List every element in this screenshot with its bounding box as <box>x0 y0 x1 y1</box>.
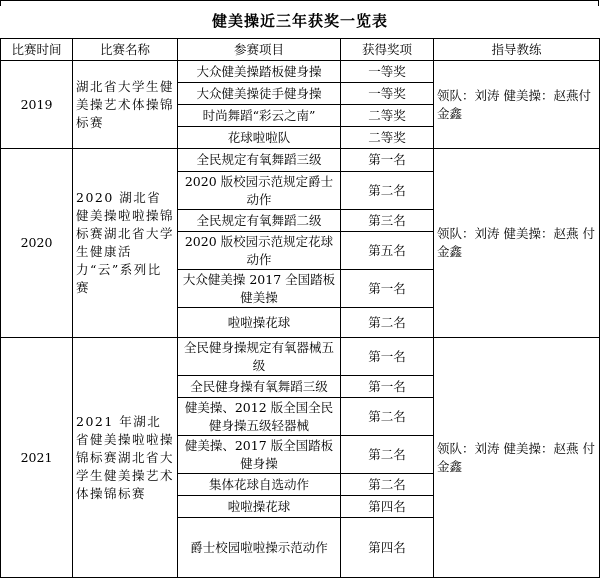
event-cell: 啦啦操花球 <box>178 308 341 338</box>
year-cell: 2019 <box>1 61 73 149</box>
event-cell: 2020 版校园示范规定花球动作 <box>178 232 341 270</box>
event-cell: 集体花球自选动作 <box>178 474 341 496</box>
header-coach: 指导教练 <box>434 39 600 61</box>
event-cell: 健美操、2012 版全国全民健身操五级轻器械 <box>178 398 341 436</box>
competition-cell: 2021 年湖北省健美操啦啦操锦标赛湖北省大学生健美操艺术体操锦标赛 <box>73 338 178 578</box>
table-row <box>1 61 600 83</box>
event-cell: 健美操、2017 版全国踏板健身操 <box>178 436 341 474</box>
coach-cell: 领队：刘涛 健美操：赵燕付金鑫 <box>434 61 600 149</box>
competition-cell: 2020 湖北省健美操啦啦操锦标赛湖北省大学生健康活力“云”系列比赛 <box>73 149 178 338</box>
award-cell: 第一名 <box>341 270 434 308</box>
award-cell: 二等奖 <box>341 127 434 149</box>
header-time: 比赛时间 <box>1 39 73 61</box>
award-cell: 第二名 <box>341 436 434 474</box>
event-cell: 时尚舞蹈“彩云之南” <box>178 105 341 127</box>
event-cell: 大众健美操 2017 全国踏板健美操 <box>178 270 341 308</box>
award-cell: 第二名 <box>341 308 434 338</box>
award-cell: 第二名 <box>341 398 434 436</box>
year-cell: 2021 <box>1 338 73 578</box>
award-cell: 一等奖 <box>341 83 434 105</box>
event-cell: 花球啦啦队 <box>178 127 341 149</box>
table-row <box>1 338 600 376</box>
award-cell: 第二名 <box>341 474 434 496</box>
table-row <box>1 149 600 172</box>
award-cell: 第三名 <box>341 210 434 232</box>
event-cell: 大众健美操踏板健身操 <box>178 61 341 83</box>
award-cell: 第一名 <box>341 376 434 398</box>
event-cell: 爵士校园啦啦操示范动作 <box>178 518 341 578</box>
award-cell: 第一名 <box>341 149 434 172</box>
awards-table <box>0 38 600 578</box>
coach-cell: 领队：刘涛 健美操：赵燕 付金鑫 <box>434 149 600 338</box>
event-cell: 全民规定有氧舞蹈二级 <box>178 210 341 232</box>
top-border <box>0 0 599 1</box>
award-cell: 第四名 <box>341 496 434 518</box>
award-cell: 二等奖 <box>341 105 434 127</box>
header-award: 获得奖项 <box>341 39 434 61</box>
award-cell: 第五名 <box>341 232 434 270</box>
year-cell: 2020 <box>1 149 73 338</box>
event-cell: 大众健美操徒手健身操 <box>178 83 341 105</box>
event-cell: 全民健身操规定有氧器械五级 <box>178 338 341 376</box>
competition-cell: 湖北省大学生健美操艺术体操锦标赛 <box>73 61 178 149</box>
header-row <box>1 39 600 61</box>
award-cell: 第四名 <box>341 518 434 578</box>
header-competition: 比赛名称 <box>73 39 178 61</box>
page-title: 健美操近三年获奖一览表 <box>211 12 388 30</box>
event-cell: 全民健身操有氧舞蹈三级 <box>178 376 341 398</box>
award-cell: 第一名 <box>341 338 434 376</box>
coach-cell: 领队：刘涛 健美操：赵燕 付金鑫 <box>434 338 600 578</box>
header-event: 参赛项目 <box>178 39 341 61</box>
top-border-left <box>0 0 1 6</box>
event-cell: 啦啦操花球 <box>178 496 341 518</box>
top-border-right <box>598 0 599 6</box>
event-cell: 全民规定有氧舞蹈三级 <box>178 149 341 172</box>
event-cell: 2020 版校园示范规定爵士动作 <box>178 172 341 210</box>
award-cell: 第二名 <box>341 172 434 210</box>
award-cell: 一等奖 <box>341 61 434 83</box>
